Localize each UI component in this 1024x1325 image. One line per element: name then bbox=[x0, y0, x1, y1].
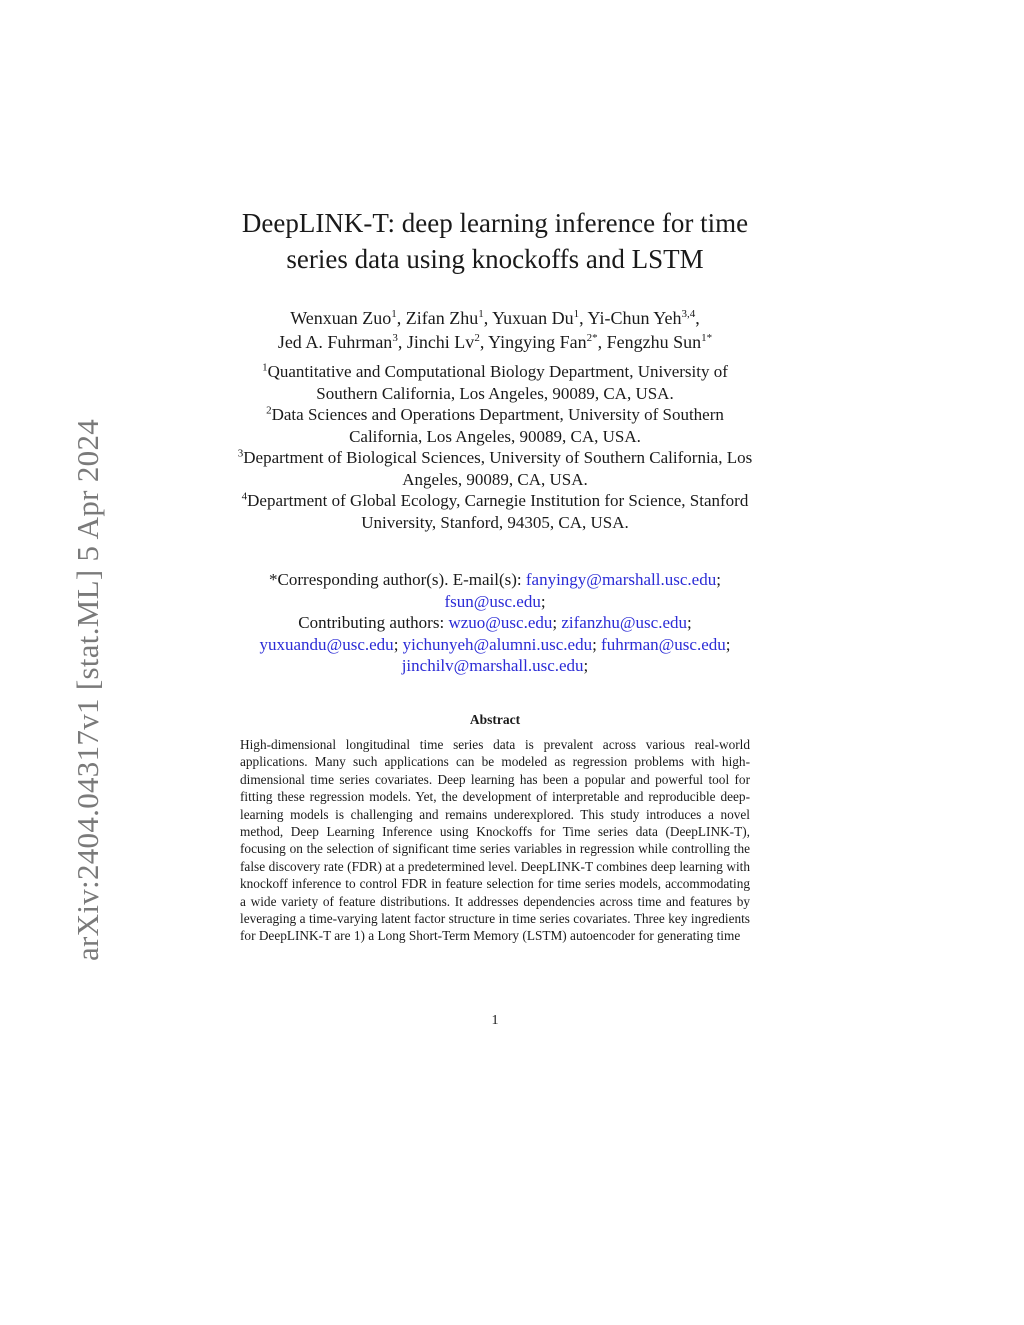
author-name: Zifan Zhu bbox=[405, 308, 479, 328]
author-name: Wenxuan Zuo bbox=[290, 308, 392, 328]
author-line-2 bbox=[230, 330, 760, 354]
affiliation-text: Department of Biological Sciences, University of Southern California, Los Angeles, 90089, CA, USA. bbox=[243, 448, 753, 489]
paper-title bbox=[230, 205, 760, 277]
affiliation-item bbox=[230, 404, 760, 447]
author-name: Fengzhu Sun bbox=[606, 332, 702, 352]
author-name: Jinchi Lv bbox=[406, 332, 475, 352]
contributing-line-3: jinchilv@marshall.usc.edu; bbox=[401, 656, 589, 675]
author-affiliation-mark: 1* bbox=[701, 332, 713, 344]
affiliation-text: Quantitative and Computational Biology Department, University of Southern California, Los Angeles, 90089, CA, USA. bbox=[267, 362, 728, 403]
correspondence-line-2: fsun@usc.edu; bbox=[444, 591, 546, 611]
author-affiliation-mark: 2 bbox=[474, 332, 480, 344]
affiliation-item bbox=[230, 361, 760, 404]
author-name: Yuxuan Du bbox=[492, 308, 574, 328]
author-line-1 bbox=[230, 306, 760, 330]
email-link[interactable]: zifanzhu@usc.edu bbox=[561, 613, 687, 632]
title-line-1: DeepLINK-T: deep learning inference for time bbox=[241, 208, 749, 238]
arxiv-identifier-stamp: arXiv:2404.04317v1 [stat.ML] 5 Apr 2024 bbox=[70, 418, 105, 962]
affiliation-text: Department of Global Ecology, Carnegie Institution for Science, Stanford University, Stanford, 94305, CA, USA. bbox=[247, 491, 749, 532]
affiliation-list bbox=[230, 361, 760, 533]
email-link[interactable]: fsun@usc.edu bbox=[444, 591, 541, 611]
abstract-text: High-dimensional longitudinal time series data is prevalent across various real-world applications. Many such applications can be modeled as regression problems with high-dimensional time series covariates. Deep learning has been a popular and powerful tool for fitting these regression models. Yet, the development of interpretable and reproducible deep-learning models is challenging and remains underexplored. This study introduces a novel method, Deep Learning Inference using Knockoffs for Time series data (DeepLINK-T), focusing on the selection of significant time series variables in regression while controlling the false discovery rate (FDR) at a predetermined level. DeepLINK-T combines deep learning with knockoff inference to control FDR in feature selection for time series models, accommodating a wide variety of feature distributions. It addresses dependencies across time and features by leveraging a time-varying latent factor structure in time series covariates. Three key ingredients for DeepLINK-T are 1) a Long Short-Term Memory (LSTM) autoencoder for generating time bbox=[240, 737, 750, 944]
contributing-label: Contributing authors: bbox=[298, 613, 445, 632]
affiliation-text: Data Sciences and Operations Department, University of Southern California, Los Angeles, 90089, CA, USA. bbox=[271, 405, 724, 446]
author-affiliation-mark: 3,4 bbox=[681, 308, 696, 320]
email-link[interactable]: jinchilv@marshall.usc.edu bbox=[401, 656, 584, 675]
author-affiliation-mark: 1 bbox=[478, 308, 484, 320]
affiliation-number: 1 bbox=[262, 361, 268, 374]
affiliation-item bbox=[230, 490, 760, 533]
author-separator: , bbox=[483, 308, 493, 328]
abstract-heading: Abstract bbox=[469, 712, 521, 727]
affiliation-number: 4 bbox=[241, 490, 248, 503]
contributing-line: Contributing authors: wzuo@usc.edu; zifanzhu@usc.edu; bbox=[298, 613, 692, 632]
email-link[interactable]: yuxuandu@usc.edu bbox=[259, 634, 394, 654]
author-affiliation-mark: 1 bbox=[573, 308, 580, 320]
author-separator: , bbox=[479, 332, 489, 352]
affiliation-item bbox=[230, 447, 760, 490]
contributing-line-2: yuxuandu@usc.edu; yichunyeh@alumni.usc.edu; fuhrman@usc.edu; bbox=[259, 634, 731, 654]
contact-information bbox=[230, 569, 760, 677]
author-separator: , bbox=[597, 332, 607, 352]
email-link[interactable]: yichunyeh@alumni.usc.edu bbox=[402, 634, 593, 654]
page-number: 1 bbox=[491, 1013, 499, 1028]
author-separator: , bbox=[397, 332, 407, 352]
correspondence-label: *Corresponding author(s). E-mail(s): bbox=[269, 570, 522, 589]
author-affiliation-mark: 2* bbox=[586, 332, 598, 344]
affiliation-number: 2 bbox=[266, 404, 272, 417]
correspondence-line: *Corresponding author(s). E-mail(s): fanyingy@marshall.usc.edu; bbox=[269, 570, 721, 589]
author-separator: , bbox=[579, 308, 588, 328]
author-list bbox=[230, 306, 760, 354]
author-name: Yi-Chun Yeh bbox=[587, 308, 682, 328]
author-separator: , bbox=[396, 308, 406, 328]
author-affiliation-mark: 1 bbox=[391, 308, 397, 320]
affiliation-number: 3 bbox=[237, 447, 244, 460]
email-link[interactable]: fanyingy@marshall.usc.edu bbox=[525, 570, 717, 589]
email-link[interactable]: fuhrman@usc.edu bbox=[601, 634, 726, 654]
author-affiliation-mark: 3 bbox=[392, 332, 398, 344]
email-link[interactable]: wzuo@usc.edu bbox=[448, 613, 553, 632]
author-name: Yingying Fan bbox=[488, 332, 587, 352]
author-name: Jed A. Fuhrman bbox=[277, 332, 393, 352]
author-separator: , bbox=[695, 308, 700, 328]
title-line-2: series data using knockoffs and LSTM bbox=[286, 244, 704, 274]
